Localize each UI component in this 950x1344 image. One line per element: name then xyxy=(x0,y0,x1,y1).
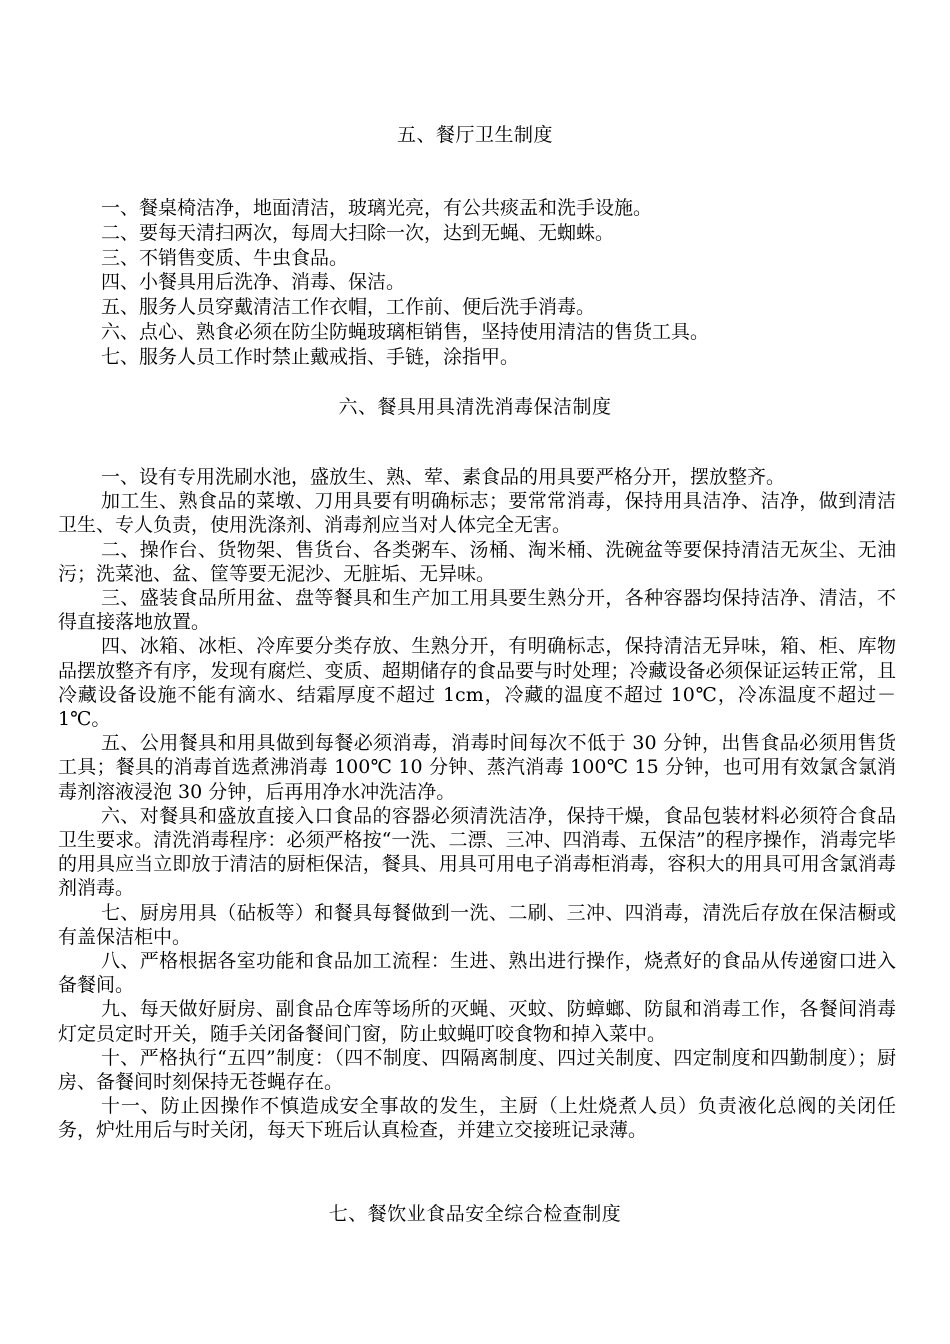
paragraph: 加工生、熟食品的菜墩、刀用具要有明确标志；要常常消毒，保持用具洁净、洁净，做到清洁卫生、专人负责，使用洗涤剂、消毒剂应当对人体完全无害。 xyxy=(58,490,896,537)
paragraph: 六、对餐具和盛放直接入口食品的容器必须清洗洁净，保持干燥，食品包装材料必须符合食品卫生要求。清洗消毒程序：必须严格按“一洗、二漂、三冲、四消毒、五保洁”的程序操作，消毒完毕的用具应当立即放于清洁的厨柜保洁，餐具、用具可用电子消毒柜消毒，容积大的用具可用含氯消毒剂消毒。 xyxy=(58,804,896,900)
list-item: 六、点心、熟食必须在防尘防蝇玻璃柜销售，坚持使用清洁的售货工具。 xyxy=(101,320,710,343)
section-5-title: 五、餐厅卫生制度 xyxy=(396,124,553,146)
paragraph: 九、每天做好厨房、副食品仓库等场所的灭蝇、灭蚊、防蟑螂、防鼠和消毒工作，各餐间消毒灯定员定时开关，随手关闭备餐间门窗，防止蚊蝇叮咬食物和掉入菜中。 xyxy=(58,998,896,1045)
section-6-title: 六、餐具用具清洗消毒保洁制度 xyxy=(338,396,612,418)
list-item: 四、小餐具用后洗净、消毒、保洁。 xyxy=(101,271,406,294)
paragraph: 七、厨房用具（砧板等）和餐具每餐做到一洗、二刷、三冲、四消毒，清洗后存放在保洁橱或有盖保洁柜中。 xyxy=(58,901,896,948)
paragraph: 一、设有专用洗刷水池，盛放生、熟、荤、素食品的用具要严格分开，摆放整齐。 xyxy=(100,466,785,488)
list-item: 七、服务人员工作时禁止戴戒指、手链，涂指甲。 xyxy=(101,345,520,368)
paragraph: 十一、防止因操作不慎造成安全事故的发生，主厨（上灶烧煮人员）负责液化总阀的关闭任务，炉灶用后与时关闭，每天下班后认真检查，并建立交接班记录薄。 xyxy=(58,1095,896,1142)
list-item: 五、服务人员穿戴清洁工作衣帽，工作前、便后洗手消毒。 xyxy=(101,296,596,319)
list-item: 二、要每天清扫两次，每周大扫除一次，达到无蝇、无蜘蛛。 xyxy=(101,221,615,244)
section-7-title: 七、餐饮业食品安全综合检查制度 xyxy=(328,1203,622,1225)
list-item: 三、不销售变质、牛虫食品。 xyxy=(101,246,349,269)
paragraph: 二、操作台、货物架、售货台、各类粥车、汤桶、淘米桶、洗碗盆等要保持清洁无灰尘、无油污；洗菜池、盆、筐等要无泥沙、无脏垢、无异味。 xyxy=(58,538,896,585)
paragraph: 四、冰箱、冰柜、冷库要分类存放、生熟分开，有明确标志，保持清洁无异味，箱、柜、库物品摆放整齐有序，发现有腐烂、变质、超期储存的食品要与时处理；冷藏设备必须保证运转正常，且冷藏设备设施不能有滴水、结霜厚度不超过 1cm，冷藏的温度不超过 10℃，冷冻温度不超过－1℃。 xyxy=(58,635,896,731)
section-5-list xyxy=(101,196,921,370)
section-6-body xyxy=(58,465,896,1143)
paragraph: 三、盛装食品所用盆、盘等餐具和生产加工用具要生熟分开，各种容器均保持洁净、清洁，不得直接落地放置。 xyxy=(58,587,896,634)
paragraph: 十、严格执行“五四”制度：（四不制度、四隔离制度、四过关制度、四定制度和四勤制度）；厨房、备餐间时刻保持无苍蝇存在。 xyxy=(58,1046,896,1094)
list-item: 一、餐桌椅洁净，地面清洁，玻璃光亮，有公共痰盂和洗手设施。 xyxy=(101,197,653,219)
paragraph: 五、公用餐具和用具做到每餐必须消毒，消毒时间每次不低于 30 分钟，出售食品必须用售货工具；餐具的消毒首选煮沸消毒 100℃ 10 分钟、蒸汽消毒 100℃ 15 分钟，也可用有效氯含氯消毒剂溶液浸泡 30 分钟，后再用净水冲洗洁净。 xyxy=(58,732,896,803)
paragraph: 八、严格根据各室功能和食品加工流程：生进、熟出进行操作，烧煮好的食品从传递窗口进入备餐间。 xyxy=(58,950,896,997)
